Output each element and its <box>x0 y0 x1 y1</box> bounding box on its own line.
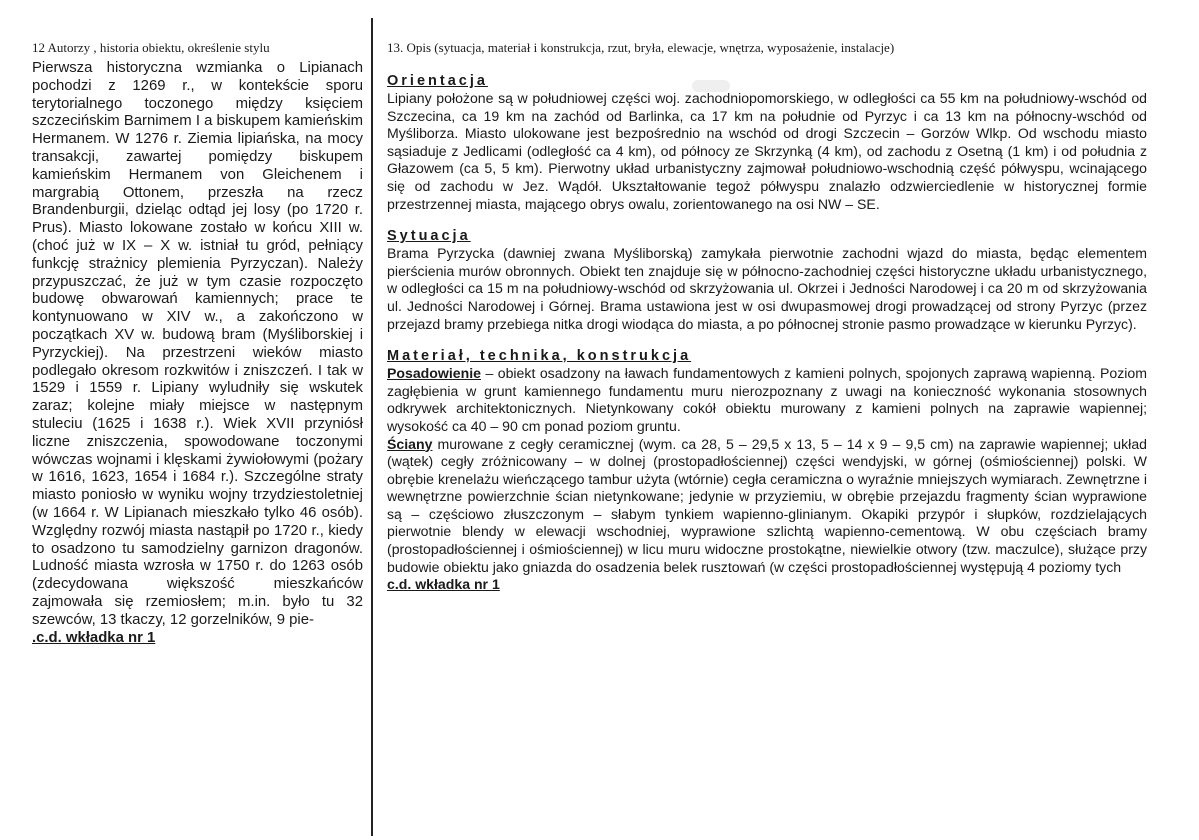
section-orientacja-title: Orientacja <box>387 73 488 89</box>
history-paragraph: Pierwsza historyczna wzmianka o Lipianach pochodzi z 1269 r., w kontekście sporu terytorialnego toczonego między księciem szczecińskim Barnimem I a biskupem kamieńskim Hermanem. W 1276 r. Ziemia lipiańska, na mocy transakcji, zawartej pomiędzy biskupem kamieńskim Hermanem von Gleichenem i margrabią Ottonem, przeszła na rzecz Brandenburgii, dzieląc odtąd jej losy (po 1720 r. Prus). Miasto lokowane zostało w końcu XIII w. (choć już w IX – X w. istniał tu gród, pełniący funkcję strażnicy plemienia Pyrzyczan). Należy przypuszczać, że już w tym czasie rozpoczęto budowę obwarowań kamiennych; prace te kontynuowano w XIV w., a zakończono w początkach XV w. budową bram (Myśliborskiej i Pyrzyckiej). Na przestrzeni wieków miasto podlegało okresom rozkwitów i zniszczeń. I tak w 1529 i 1559 r. Lipiany wyludniły się wskutek zaraz; kolejne miały miejsce w następnym stuleciu (1625 i 1638 r.). Wiek XVII przyniósł liczne zniszczenia, spowodowane toczonymi wówczas wojnami i klęskami żywiołowymi (pożary w 1616, 1623, 1654 i 1684 r.). Szczególne straty miasto poniosło w wyniku wojny trzydziestoletniej (w 1664 r. W Lipianach mieszkało tylko 46 osób). Względny rozwój miasta nastąpił po 1720 r., kiedy to osadzono tu samodzielny garnizon dragonów. Ludność miasta wzrosła w 1750 r. do 1263 osób (zdecydowana większość mieszkańców zajmowała się rzemiosłem; m.in. było tu 32 szewców, 13 tkaczy, 12 gorzelników, 9 pie- <box>32 60 363 628</box>
left-header: 12 Autorzy , historia obiektu, określenie stylu <box>32 40 270 55</box>
posadowienie-label: Posadowienie <box>387 365 481 382</box>
orientacja-text: Lipiany położone są w południowej części woj. zachodniopomorskiego, w odległości ca 55 km na południowy-wschód od Szczecina, ca 19 km na zachód od Barlinka, ca 17 km na południe od Pyrzyc i ca 13 km na północny-wschód od Myśliborza. Miasto ulokowane jest bezpośrednio na wschód od drogi Szczecin – Gorzów Wlkp. Od wschodu miasto sąsiaduje z Jedlicami (odległość ca 4 km), od północy ze Skrzynką (4 km), od zachodu z Osetną (1 km) i od południa z Głazowem (ca 5, 5 km). Pierwotny układ urbanistyczny zajmował południowo-wschodnią część półwyspu, wcinającego się od zachodu w Jez. Wądół. Ukształtowanie tegoż półwyspu znalazło odzwierciedlenie w historycznej formie przestrzennej miasta, mającego obrys owalu, zorientowanego na osi NW – SE. <box>387 90 1147 212</box>
posadowienie-text: – obiekt osadzony na ławach fundamentowych z kamieni polnych, spojonych zaprawą wapienną. Poziom zagłębienia w grunt kamiennego fundamentu muru nierozpoznany z uwagi na konieczność wykonania stosownych odkrywek architektonicznych. Nietynkowany cokół obiektu murowany z kamieni polnych na zaprawie wapiennej; wysokość ca 40 – 90 cm ponad poziom gruntu. <box>387 365 1147 434</box>
right-header: 13. Opis (sytuacja, materiał i konstrukcja, rzut, bryła, elewacje, wnętrza, wyposażenie, instalacje) <box>387 40 895 55</box>
section-sytuacja-title: Sytuacja <box>387 228 471 245</box>
sytuacja-text: Brama Pyrzycka (dawniej zwana Myśliborską) zamykała pierwotnie zachodni wjazd do miasta, będąc elementem pierścienia murów obronnych. Obiekt ten znajduje się w północno-zachodniej części historyczne układu urbanistycznego, w odległości ca 15 m na południowy-wschód od skrzyżowania ul. Okrzei i Jedności Narodowej i ca 20 m od skrzyżowania ul. Jedności Narodowej i Górnej. Brama ustawiona jest w osi dwupasmowej drogi prowadzącej od strony Pyrzyc (przez przejazd bramy przebiega nitka drogi wiodąca do miasta, a po północnej stronie pasmo prowadzące w kierunku Pyrzyc). <box>387 245 1147 332</box>
sciany-paragraph <box>387 436 1147 577</box>
column-divider <box>371 18 373 836</box>
right-continuation: c.d. wkładka nr 1 <box>387 576 500 593</box>
left-continuation: .c.d. wkładka nr 1 <box>32 629 156 646</box>
sciany-text: murowane z cegły ceramicznej (wym. ca 28, 5 – 29,5 x 13, 5 – 14 x 9 – 9,5 cm) na zaprawie wapiennej; układ (wątek) cegły zróżnicowany – w dolnej (prostopadłościennej) części wendyjski, w górnej (ośmiościennej) polski. W obrębie krenelażu wieńczącego tambur użyta (wtórnie) cegła ceramiczna o wyraźnie mniejszych wymiarach. Zewnętrzne i wewnętrzne powierzchnie ścian nietynkowane; jedynie w przyziemiu, w obrębie przejazdu fragmenty ścian wyprawione są – częściowo złuszczonym – słabym tynkiem wapienno-glinianym. Okapiki przypór i słupków, rozdzielających pierwotnie blendy w elewacji wschodniej, wyprawione szlichtą wapienno-cementową. W obu częściach bramy (prostopadłościennej i ośmiościennej) w licu muru widoczne prostokątne, niewielkie otwory (tzw. maczulce), służące przy budowie obiektu jako gniazda do osadzenia belek rusztowań (w części prostopadłościennej występują 4 poziomy tych <box>387 435 1147 575</box>
sciany-label: Ściany <box>387 435 433 452</box>
left-column <box>32 40 363 647</box>
posadowienie-paragraph <box>387 365 1147 435</box>
section-material-title: Materiał, technika, konstrukcja <box>387 348 692 365</box>
right-column <box>387 40 1147 594</box>
